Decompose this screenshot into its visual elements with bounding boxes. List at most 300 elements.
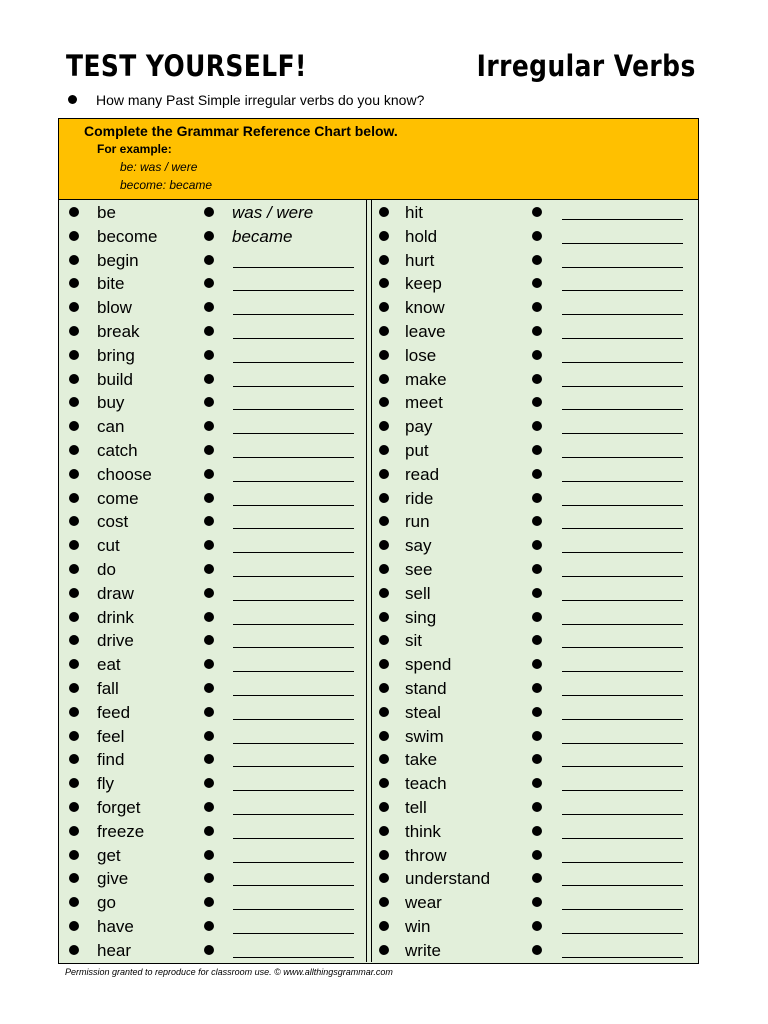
base-verb: freeze: [97, 821, 145, 841]
bullet-icon: [204, 564, 214, 574]
verb-row: [59, 606, 389, 630]
bullet-icon: [69, 374, 79, 384]
verb-row: [59, 344, 389, 368]
answer-blank[interactable]: [562, 695, 683, 696]
bullet-icon: [69, 588, 79, 598]
bullet-icon: [532, 612, 542, 622]
bullet-icon: [379, 873, 389, 883]
answer-blank[interactable]: [233, 647, 354, 648]
bullet-icon: [379, 945, 389, 955]
answer-blank[interactable]: [562, 719, 683, 720]
answer-blank[interactable]: [562, 909, 683, 910]
bullet-icon: [69, 302, 79, 312]
verb-row: [59, 867, 389, 891]
answer-blank[interactable]: [233, 314, 354, 315]
bullet-icon: [69, 612, 79, 622]
base-verb: read: [405, 464, 440, 484]
bullet-icon: [204, 850, 214, 860]
answer-blank[interactable]: [233, 719, 354, 720]
bullet-icon: [69, 516, 79, 526]
base-verb: build: [97, 369, 133, 389]
base-verb: keep: [405, 274, 442, 294]
answer-blank[interactable]: [562, 885, 683, 886]
verb-row: [369, 939, 699, 963]
bullet-icon: [379, 445, 389, 455]
bullet-icon: [69, 326, 79, 336]
bullet-icon: [379, 207, 389, 217]
base-verb: have: [97, 916, 134, 936]
base-verb: fly: [97, 774, 114, 794]
bullet-icon: [204, 659, 214, 669]
bullet-icon: [69, 540, 79, 550]
page-title: TEST YOURSELF!: [66, 49, 307, 83]
answer-blank[interactable]: [562, 838, 683, 839]
base-verb: understand: [405, 869, 491, 889]
answer-blank[interactable]: [233, 362, 354, 363]
bullet-icon: [379, 754, 389, 764]
base-verb: can: [97, 417, 125, 437]
verb-row: [59, 915, 389, 939]
bullet-icon: [379, 350, 389, 360]
past-simple-answer: became: [232, 226, 293, 246]
verb-row: [59, 201, 389, 225]
answer-blank[interactable]: [562, 766, 683, 767]
bullet-icon: [204, 516, 214, 526]
base-verb: write: [405, 940, 441, 960]
verb-row: [369, 582, 699, 606]
base-verb: hit: [405, 203, 423, 222]
answer-blank[interactable]: [233, 290, 354, 291]
base-verb: leave: [405, 321, 446, 341]
answer-blank[interactable]: [562, 505, 683, 506]
verb-row: [59, 891, 389, 915]
base-verb: be: [97, 203, 116, 222]
verb-row: [59, 439, 389, 463]
answer-blank[interactable]: [562, 362, 683, 363]
example-2: become: became: [120, 178, 213, 192]
bullet-icon: [204, 326, 214, 336]
answer-blank[interactable]: [562, 338, 683, 339]
verb-row: [369, 344, 699, 368]
verb-row: [59, 582, 389, 606]
answer-blank[interactable]: [233, 909, 354, 910]
left-verb-list: [59, 201, 389, 963]
bullet-icon: [379, 278, 389, 288]
bullet-icon: [532, 635, 542, 645]
answer-blank[interactable]: [233, 957, 354, 958]
answer-blank[interactable]: [233, 433, 354, 434]
verb-row: [59, 796, 389, 820]
bullet-icon: [532, 731, 542, 741]
verb-row: [59, 820, 389, 844]
base-verb: buy: [97, 393, 125, 413]
base-verb: forget: [97, 797, 141, 817]
verb-row: [369, 867, 699, 891]
answer-blank[interactable]: [233, 624, 354, 625]
bullet-icon: [532, 564, 542, 574]
bullet-icon: [69, 564, 79, 574]
past-simple-answer: was / were: [232, 203, 314, 222]
answer-blank[interactable]: [233, 885, 354, 886]
bullet-icon: [532, 207, 542, 217]
bullet-icon: [379, 612, 389, 622]
bullet-icon: [204, 421, 214, 431]
base-verb: lose: [405, 345, 437, 365]
bullet-icon: [204, 397, 214, 407]
answer-blank[interactable]: [562, 314, 683, 315]
verb-row: [59, 653, 389, 677]
base-verb: say: [405, 536, 432, 556]
bullet-icon: [204, 754, 214, 764]
answer-blank[interactable]: [562, 671, 683, 672]
bullet-icon: [532, 493, 542, 503]
bullet-icon: [379, 707, 389, 717]
base-verb: hold: [405, 226, 438, 246]
verb-row: [59, 772, 389, 796]
bullet-icon: [69, 493, 79, 503]
verb-row: [369, 391, 699, 415]
verb-row: [369, 272, 699, 296]
bullet-icon: [532, 421, 542, 431]
bullet-icon: [532, 921, 542, 931]
bullet-icon: [532, 469, 542, 479]
verb-row: [369, 748, 699, 772]
answer-blank[interactable]: [562, 219, 683, 220]
bullet-icon: [204, 588, 214, 598]
bullet-icon: [379, 255, 389, 265]
base-verb: pay: [405, 417, 433, 437]
answer-blank[interactable]: [562, 576, 683, 577]
bullet-icon: [69, 921, 79, 931]
answer-blank[interactable]: [233, 838, 354, 839]
verb-row: [59, 677, 389, 701]
verb-row: [59, 320, 389, 344]
bullet-icon: [204, 921, 214, 931]
chart-header: [59, 119, 698, 200]
bullet-icon: [204, 612, 214, 622]
bullet-icon: [532, 850, 542, 860]
verb-row: [369, 320, 699, 344]
bullet-icon: [204, 897, 214, 907]
bullet-icon: [69, 778, 79, 788]
question-text: How many Past Simple irregular verbs do you know?: [96, 92, 425, 108]
verb-row: [369, 296, 699, 320]
verb-row: [369, 558, 699, 582]
bullet-icon: [69, 278, 79, 288]
answer-blank[interactable]: [233, 576, 354, 577]
bullet-icon: [532, 374, 542, 384]
bullet-icon: [69, 802, 79, 812]
verb-row: [369, 796, 699, 820]
bullet-icon: [69, 659, 79, 669]
answer-blank[interactable]: [562, 267, 683, 268]
bullet-icon: [379, 302, 389, 312]
answer-blank[interactable]: [233, 552, 354, 553]
bullet-icon: [204, 255, 214, 265]
bullet-icon: [379, 635, 389, 645]
base-verb: win: [405, 916, 431, 936]
base-verb: eat: [97, 655, 121, 675]
verb-row: [369, 225, 699, 249]
answer-blank[interactable]: [562, 386, 683, 387]
base-verb: get: [97, 845, 121, 865]
verb-row: [59, 748, 389, 772]
bullet-icon: [532, 802, 542, 812]
verb-row: [369, 653, 699, 677]
bullet-icon: [379, 921, 389, 931]
reference-chart: [58, 118, 699, 964]
base-verb: stand: [405, 678, 447, 698]
answer-blank[interactable]: [233, 814, 354, 815]
bullet-icon: [379, 897, 389, 907]
bullet-icon: [204, 635, 214, 645]
bullet-icon: [532, 397, 542, 407]
base-verb: wear: [405, 893, 442, 913]
base-verb: begin: [97, 250, 139, 270]
bullet-icon: [379, 374, 389, 384]
verb-row: [59, 225, 389, 249]
verb-row: [59, 296, 389, 320]
verb-row: [369, 463, 699, 487]
bullet-icon: [204, 873, 214, 883]
verb-row: [369, 368, 699, 392]
bullet-icon: [69, 683, 79, 693]
bullet-icon: [379, 469, 389, 479]
verb-row: [59, 463, 389, 487]
bullet-icon: [69, 707, 79, 717]
base-verb: run: [405, 512, 430, 532]
verb-row: [369, 606, 699, 630]
bullet-icon: [69, 826, 79, 836]
verb-row: [369, 915, 699, 939]
answer-blank[interactable]: [233, 671, 354, 672]
bullet-icon: [379, 421, 389, 431]
base-verb: find: [97, 750, 125, 770]
bullet-icon: [69, 445, 79, 455]
verb-row: [59, 368, 389, 392]
verb-row: [59, 415, 389, 439]
base-verb: do: [97, 559, 116, 579]
bullet-icon: [204, 278, 214, 288]
bullet-icon: [532, 945, 542, 955]
answer-blank[interactable]: [233, 505, 354, 506]
base-verb: feel: [97, 726, 125, 746]
bullet-icon: [532, 302, 542, 312]
bullet-icon: [379, 564, 389, 574]
bullet-icon: [69, 850, 79, 860]
bullet-icon: [379, 802, 389, 812]
base-verb: drive: [97, 631, 134, 651]
bullet-icon: [204, 540, 214, 550]
verb-row: [369, 439, 699, 463]
answer-blank[interactable]: [233, 766, 354, 767]
verb-row: [59, 391, 389, 415]
base-verb: give: [97, 869, 129, 889]
verb-row: [59, 272, 389, 296]
bullet-icon: [204, 683, 214, 693]
base-verb: sell: [405, 583, 431, 603]
bullet-icon: [379, 326, 389, 336]
base-verb: drink: [97, 607, 134, 627]
bullet-icon: [69, 469, 79, 479]
bullet-icon: [69, 731, 79, 741]
base-verb: hear: [97, 940, 132, 960]
example-label: For example:: [97, 142, 172, 156]
answer-blank[interactable]: [233, 409, 354, 410]
answer-blank[interactable]: [562, 552, 683, 553]
base-verb: fall: [97, 678, 119, 698]
bullet-icon: [69, 945, 79, 955]
base-verb: put: [405, 440, 429, 460]
answer-blank[interactable]: [233, 528, 354, 529]
verb-row: [369, 201, 699, 225]
bullet-icon: [379, 540, 389, 550]
base-verb: choose: [97, 464, 152, 484]
bullet-icon: [69, 754, 79, 764]
base-verb: take: [405, 750, 438, 770]
example-1: be: was / were: [120, 160, 198, 174]
base-verb: go: [97, 893, 116, 913]
bullet-icon: [204, 945, 214, 955]
bullet-icon: [379, 588, 389, 598]
base-verb: sit: [405, 631, 422, 651]
base-verb: know: [405, 298, 445, 318]
answer-blank[interactable]: [562, 624, 683, 625]
bullet-icon: [379, 850, 389, 860]
base-verb: feed: [97, 702, 131, 722]
base-verb: sing: [405, 607, 437, 627]
footer-permission: Permission granted to reproduce for classroom use. © www.allthingsgrammar.com: [65, 967, 393, 977]
verb-row: [369, 725, 699, 749]
bullet-icon: [532, 683, 542, 693]
bullet-icon: [532, 659, 542, 669]
base-verb: come: [97, 488, 139, 508]
answer-blank[interactable]: [233, 481, 354, 482]
bullet-icon: [204, 707, 214, 717]
answer-blank[interactable]: [562, 814, 683, 815]
bullet-icon: [379, 397, 389, 407]
answer-blank[interactable]: [562, 290, 683, 291]
answer-blank[interactable]: [233, 267, 354, 268]
answer-blank[interactable]: [233, 695, 354, 696]
bullet-icon: [379, 516, 389, 526]
answer-blank[interactable]: [562, 790, 683, 791]
question-line: [68, 91, 424, 109]
bullet-icon: [204, 231, 214, 241]
bullet-icon: [69, 255, 79, 265]
bullet-icon: [69, 207, 79, 217]
bullet-icon: [204, 731, 214, 741]
verb-row: [369, 534, 699, 558]
base-verb: become: [97, 226, 158, 246]
bullet-icon: [532, 445, 542, 455]
bullet-icon: [204, 350, 214, 360]
answer-blank[interactable]: [562, 600, 683, 601]
verb-row: [59, 558, 389, 582]
bullet-icon: [204, 826, 214, 836]
bullet-icon: [69, 635, 79, 645]
verb-row: [369, 677, 699, 701]
verb-row: [59, 249, 389, 273]
base-verb: make: [405, 369, 447, 389]
answer-blank[interactable]: [562, 933, 683, 934]
bullet-icon: [532, 540, 542, 550]
base-verb: meet: [405, 393, 443, 413]
base-verb: break: [97, 321, 140, 341]
bullet-icon: [532, 255, 542, 265]
verb-row: [369, 772, 699, 796]
base-verb: cost: [97, 512, 129, 532]
bullet-icon: [532, 588, 542, 598]
bullet-icon: [532, 707, 542, 717]
answer-blank[interactable]: [562, 243, 683, 244]
verb-row: [369, 510, 699, 534]
base-verb: catch: [97, 440, 138, 460]
base-verb: spend: [405, 655, 452, 675]
answer-blank[interactable]: [562, 481, 683, 482]
answer-blank[interactable]: [562, 957, 683, 958]
base-verb: throw: [405, 845, 447, 865]
bullet-icon: [532, 754, 542, 764]
verb-row: [369, 487, 699, 511]
base-verb: see: [405, 559, 433, 579]
answer-blank[interactable]: [233, 386, 354, 387]
base-verb: blow: [97, 298, 132, 318]
bullet-icon: [69, 231, 79, 241]
bullet-icon: [204, 469, 214, 479]
answer-blank[interactable]: [233, 862, 354, 863]
answer-blank[interactable]: [233, 457, 354, 458]
answer-blank[interactable]: [562, 862, 683, 863]
verb-row: [369, 629, 699, 653]
answer-blank[interactable]: [233, 338, 354, 339]
answer-blank[interactable]: [562, 647, 683, 648]
right-verb-list: [369, 201, 699, 963]
base-verb: teach: [405, 774, 447, 794]
base-verb: draw: [97, 583, 134, 603]
answer-blank[interactable]: [233, 790, 354, 791]
answer-blank[interactable]: [562, 528, 683, 529]
verb-row: [369, 701, 699, 725]
bullet-icon: [379, 731, 389, 741]
bullet-icon: [379, 493, 389, 503]
bullet-icon: [532, 778, 542, 788]
verb-row: [59, 701, 389, 725]
bullet-icon: [69, 897, 79, 907]
base-verb: hurt: [405, 250, 435, 270]
base-verb: think: [405, 821, 441, 841]
answer-blank[interactable]: [233, 933, 354, 934]
answer-blank[interactable]: [233, 600, 354, 601]
answer-blank[interactable]: [233, 743, 354, 744]
answer-blank[interactable]: [562, 409, 683, 410]
verb-row: [59, 939, 389, 963]
verb-row: [59, 725, 389, 749]
bullet-icon: [204, 445, 214, 455]
verb-row: [59, 534, 389, 558]
base-verb: ride: [405, 488, 434, 508]
base-verb: swim: [405, 726, 444, 746]
bullet-icon: [204, 207, 214, 217]
bullet-icon: [532, 826, 542, 836]
bullet-icon: [69, 350, 79, 360]
answer-blank[interactable]: [562, 457, 683, 458]
bullet-icon: [379, 659, 389, 669]
answer-blank[interactable]: [562, 433, 683, 434]
answer-blank[interactable]: [562, 743, 683, 744]
bullet-icon: [68, 95, 77, 104]
bullet-icon: [532, 326, 542, 336]
